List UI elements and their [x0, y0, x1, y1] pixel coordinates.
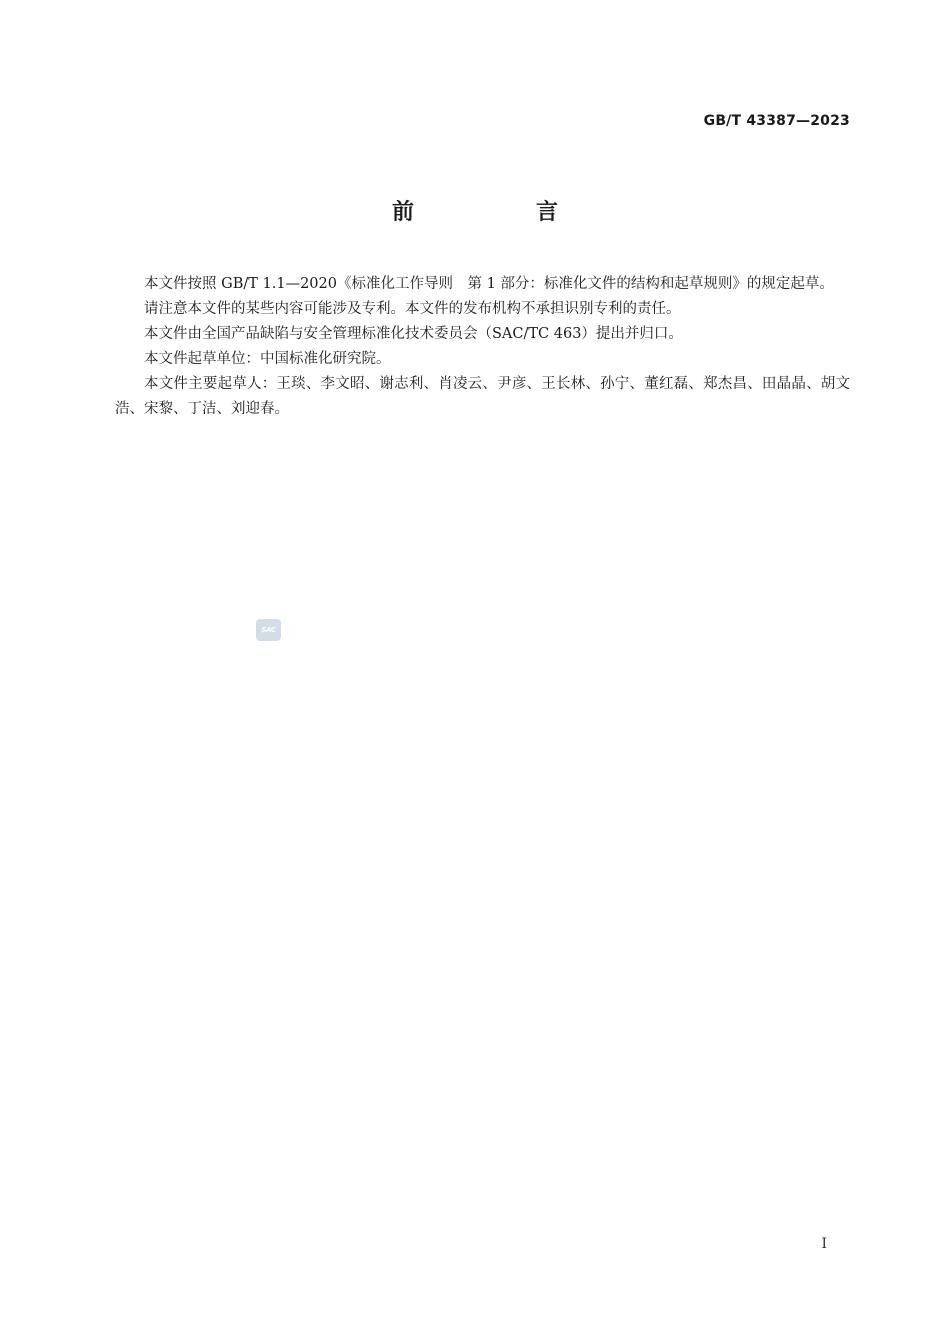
sac-watermark-logo: SAC	[256, 619, 281, 641]
document-body	[115, 272, 850, 422]
paragraph-proposer: 本文件由全国产品缺陷与安全管理标准化技术委员会（SAC/TC 463）提出并归口。	[144, 326, 683, 342]
page-title: 前 言	[391, 200, 608, 225]
paragraph-patent-notice: 请注意本文件的某些内容可能涉及专利。本文件的发布机构不承担识别专利的责任。	[144, 301, 681, 317]
paragraph-drafters: 本文件主要起草人：王琰、李文昭、谢志利、肖凌云、尹彦、王长林、孙宁、董红磊、郑杰昌、田晶晶、胡文浩、宋黎、丁洁、刘迎春。	[115, 376, 850, 417]
paragraph-drafting-rules: 本文件按照 GB/T 1.1—2020《标准化工作导则 第 1 部分：标准化文件的结构和起草规则》的规定起草。	[144, 276, 834, 292]
paragraph-drafting-unit: 本文件起草单位：中国标准化研究院。	[144, 351, 391, 367]
page-number: I	[821, 1236, 827, 1252]
standard-code: GB/T 43387—2023	[703, 113, 850, 129]
